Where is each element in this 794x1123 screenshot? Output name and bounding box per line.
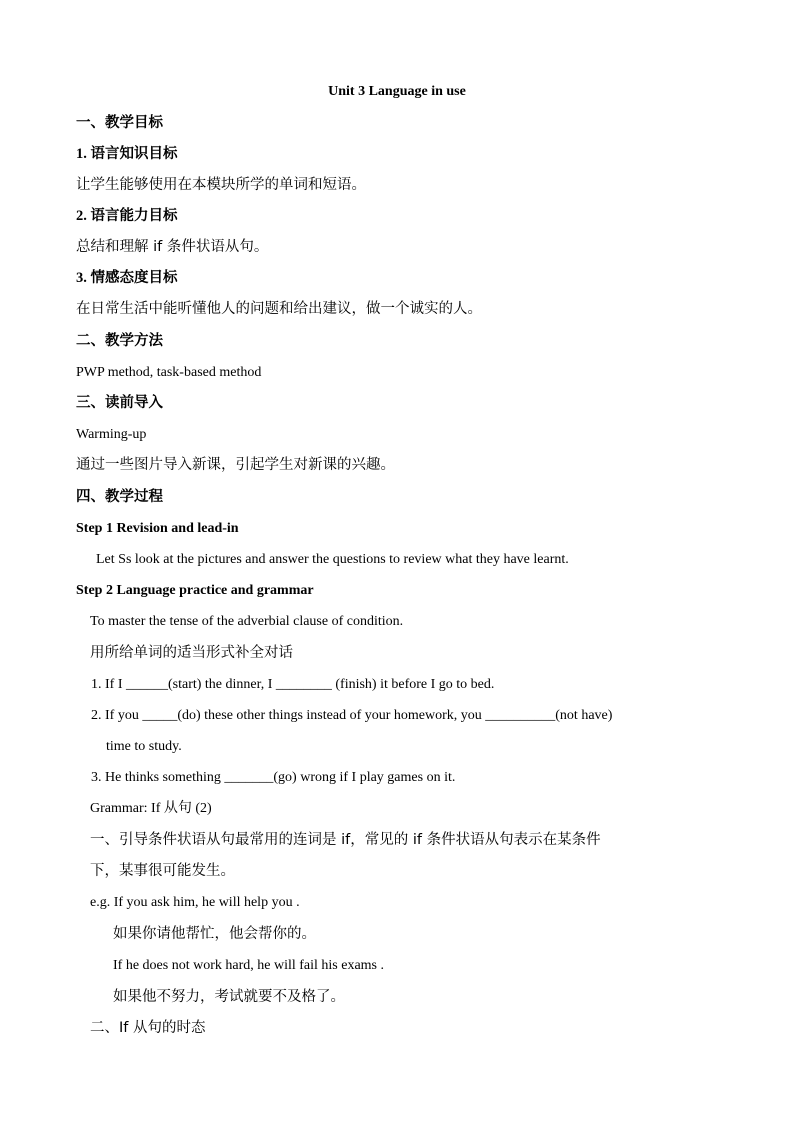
methods-text: PWP method, task-based method	[76, 365, 262, 380]
exercise-1: 1. If I ______(start) the dinner, I ________ (finish) it before I go to bed.	[91, 677, 495, 692]
section-heading-prereading: 三、读前导入	[76, 395, 163, 411]
example-1-english: e.g. If you ask him, he will help you .	[90, 895, 300, 910]
exercise-2: 2. If you _____(do) these other things instead of your homework, you __________(not have)	[91, 708, 613, 723]
exercise-3: 3. He thinks something _______(go) wrong if I play games on it.	[91, 770, 456, 785]
knowledge-goal-text: 让学生能够使用在本模块所学的单词和短语。	[76, 177, 366, 193]
subheading-text: 语言知识目标	[90, 146, 178, 162]
section-heading-objectives: 一、教学目标	[76, 115, 163, 131]
step-1-text: Let Ss look at the pictures and answer the questions to review what they have learnt.	[96, 552, 569, 567]
subheading-number: 3.	[76, 270, 87, 286]
grammar-rule-2: 二、If 从句的时态	[90, 1020, 206, 1036]
section-heading-methods: 二、教学方法	[76, 333, 163, 349]
warmup-label: Warming-up	[76, 427, 147, 442]
grammar-rule-1: 一、引导条件状语从句最常用的连词是 if，常见的 if 条件状语从句表示在某条件	[90, 832, 601, 848]
subheading-number: 2.	[76, 208, 87, 224]
warmup-text: 通过一些图片导入新课，引起学生对新课的兴趣。	[76, 457, 395, 473]
example-2-english: If he does not work hard, he will fail his exams .	[113, 958, 384, 973]
subheading-attitude-goal	[76, 268, 178, 288]
grammar-heading: Grammar: If 从句 (2)	[90, 801, 212, 816]
document-title: Unit 3 Language in use	[328, 84, 466, 99]
attitude-goal-text: 在日常生活中能听懂他人的问题和给出建议，做一个诚实的人。	[76, 301, 482, 317]
section-heading-process: 四、教学过程	[76, 489, 163, 505]
ability-goal-text: 总结和理解 if 条件状语从句。	[76, 239, 269, 255]
example-2-chinese: 如果他不努力，考试就要不及格了。	[113, 989, 345, 1005]
subheading-number: 1.	[76, 146, 87, 162]
fill-in-instruction: 用所给单词的适当形式补全对话	[90, 645, 293, 661]
grammar-rule-1-continued: 下，某事很可能发生。	[90, 863, 235, 879]
example-1-chinese: 如果你请他帮忙，他会帮你的。	[113, 926, 316, 942]
step-2-text: To master the tense of the adverbial clause of condition.	[90, 614, 404, 629]
step-2-heading: Step 2 Language practice and grammar	[76, 583, 314, 598]
subheading-ability-goal	[76, 206, 178, 226]
subheading-text: 语言能力目标	[90, 208, 178, 224]
step-1-heading: Step 1 Revision and lead-in	[76, 521, 239, 536]
subheading-knowledge-goal	[76, 144, 178, 164]
subheading-text: 情感态度目标	[90, 270, 178, 286]
exercise-2-continued: time to study.	[106, 739, 182, 754]
